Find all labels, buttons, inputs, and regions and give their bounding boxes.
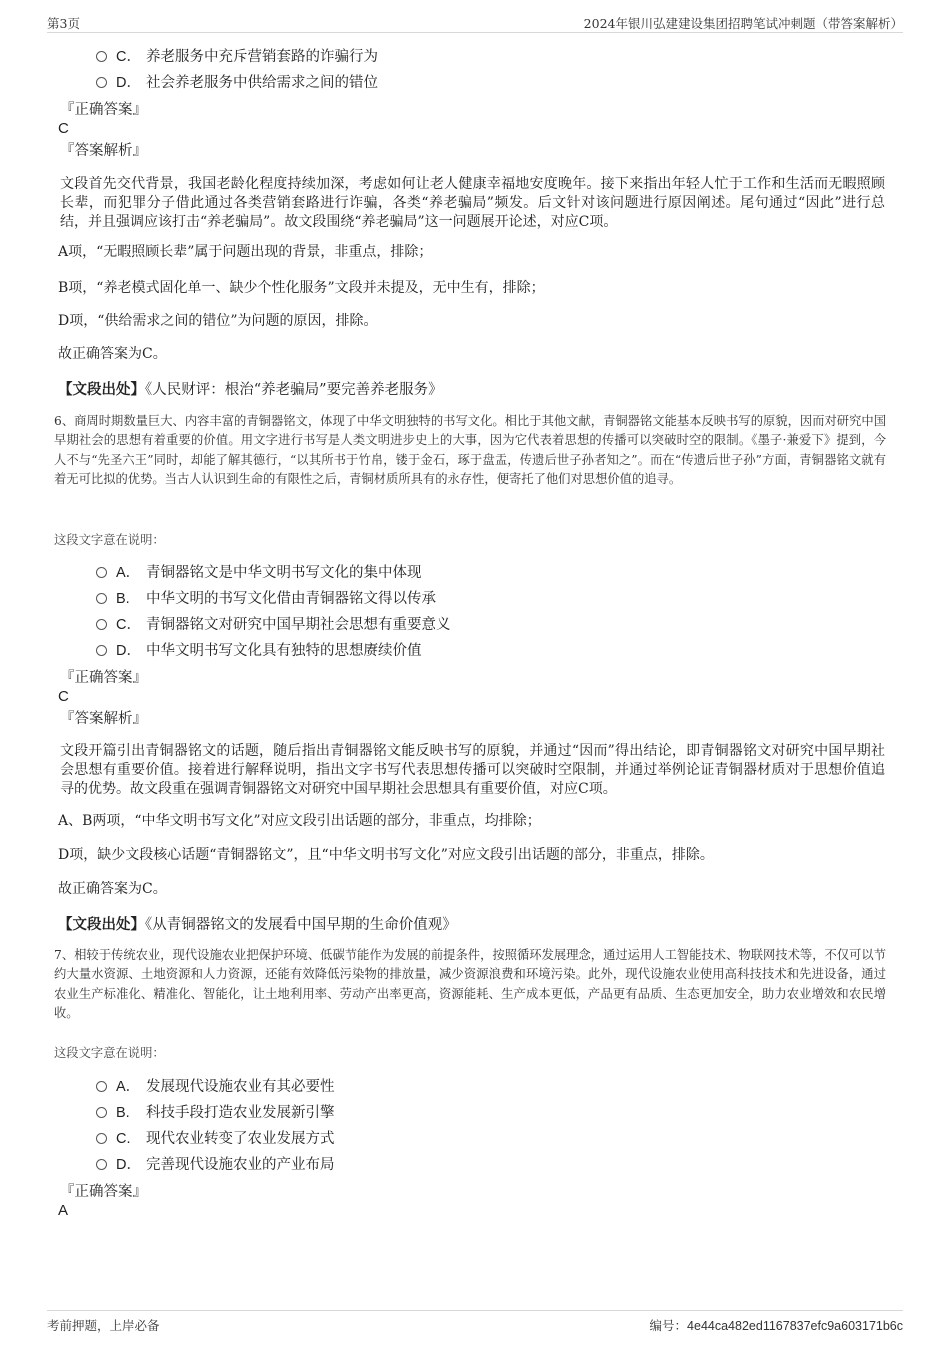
q7-option-a[interactable]: A． 发展现代设施农业有其必要性 xyxy=(96,1076,335,1098)
q5-source xyxy=(58,378,443,399)
radio-icon[interactable] xyxy=(96,1081,107,1092)
q7-prompt: 这段文字意在说明： xyxy=(54,1046,165,1060)
source-tag: 【文段出处】 xyxy=(58,916,145,933)
q6-option-b[interactable]: B. 中华文明的书写文化借由青铜器铭文得以传承 xyxy=(96,588,436,610)
radio-icon[interactable] xyxy=(96,567,107,578)
page-number: 第3页 xyxy=(47,16,80,31)
q5-analysis-label: 『答案解析』 xyxy=(60,143,147,159)
footer-slogan: 考前押题，上岸必备 xyxy=(47,1318,160,1333)
q7-stem: 7、相较于传统农业，现代设施农业把保护环境、低碳节能作为发展的前提条件，按照循环发展理念，通过运用人工智能技术、物联网技术等，不仅可以节约大量水资源、土地资源和人力资源，还能有效降低污染物的排放量，减少资源浪费和环境污染。此外，现代设施农业使用高科技技术和先进设备，通过农业生产标准化、精准化、智能化，让土地利用率、劳动产出率更高，资源能耗、生产成本更低，产品更有品质、生态更加安全，助力农业增效和农民增收。 xyxy=(54,948,886,1021)
document-code: 编号：4e44ca482ed1167837efc9a603171b6c xyxy=(649,1318,903,1333)
radio-icon[interactable] xyxy=(96,619,107,630)
q6-option-a[interactable]: A． 青铜器铭文是中华文明书写文化的集中体现 xyxy=(96,562,422,584)
q5-option-c[interactable]: C． 养老服务中充斥营销套路的诈骗行为 xyxy=(96,46,378,68)
q7-option-c[interactable]: C. 现代农业转变了农业发展方式 xyxy=(96,1128,335,1150)
q5-conclusion: 故正确答案为C。 xyxy=(58,346,167,362)
q7-answer: A xyxy=(58,1202,69,1219)
page-footer xyxy=(47,1310,903,1335)
q6-analysis-line: D项，缺少文段核心话题“青铜器铭文”，且“中华文明书写文化”对应文段引出话题的部分，非重点，排除。 xyxy=(58,847,714,863)
q6-analysis-label: 『答案解析』 xyxy=(60,711,147,727)
q6-answer-label: 『正确答案』 xyxy=(60,670,147,686)
source-title: 《从青铜器铭文的发展看中国早期的生命价值观》 xyxy=(145,917,457,933)
q5-analysis-line: A项，“无暇照顾长辈”属于问题出现的背景，非重点，排除； xyxy=(58,244,433,260)
q7-option-b[interactable]: B. 科技手段打造农业发展新引擎 xyxy=(96,1102,335,1124)
q6-analysis: 文段开篇引出青铜器铭文的话题，随后指出青铜器铭文能反映书写的原貌，并通过“因而”得出结论，即青铜器铭文对研究中国早期社会思想有重要价值。接着进行解释说明，指出文字书写代表思想传播可以突破时空限制，并通过举例论证青铜器材质对于思想价值追寻的优势。故文段重在强调青铜器铭文对研究中国早期社会思想具有重要价值，对应C项。 xyxy=(60,743,885,797)
q5-analysis: 文段首先交代背景，我国老龄化程度持续加深，考虑如何让老人健康幸福地安度晚年。接下来指出年轻人忙于工作和生活而无暇照顾长辈，而犯罪分子借此通过各类营销套路进行诈骗，各类“养老骗局”频发。后文针对该问题进行原因阐述。尾句通过“因此”进行总结，并且强调应该打击“养老骗局”。故文段围绕“养老骗局”这一问题展开论述，对应C项。 xyxy=(60,176,885,230)
radio-icon[interactable] xyxy=(96,51,107,62)
q7-option-d[interactable]: D． 完善现代设施农业的产业布局 xyxy=(96,1154,335,1176)
q6-source xyxy=(58,913,457,934)
q5-analysis-line: B项，“养老模式固化单一、缺少个性化服务”文段并未提及，无中生有，排除； xyxy=(58,280,545,296)
q5-answer-label: 『正确答案』 xyxy=(60,102,147,118)
page-header xyxy=(47,12,903,33)
radio-icon[interactable] xyxy=(96,645,107,656)
q7-answer-label: 『正确答案』 xyxy=(60,1184,147,1200)
radio-icon[interactable] xyxy=(96,593,107,604)
radio-icon[interactable] xyxy=(96,1159,107,1170)
q5-answer: C xyxy=(58,120,69,137)
q6-answer: C xyxy=(58,688,69,705)
document-title: 2024年银川弘建建设集团招聘笔试冲刺题（带答案解析） xyxy=(583,16,903,31)
source-tag: 【文段出处】 xyxy=(58,381,145,398)
radio-icon[interactable] xyxy=(96,77,107,88)
q5-option-d[interactable]: D． 社会养老服务中供给需求之间的错位 xyxy=(96,72,378,94)
q6-prompt: 这段文字意在说明： xyxy=(54,533,165,547)
q6-option-c[interactable]: C． 青铜器铭文对研究中国早期社会思想有重要意义 xyxy=(96,614,451,636)
q5-analysis-line: D项，“供给需求之间的错位”为问题的原因，排除。 xyxy=(58,313,378,329)
radio-icon[interactable] xyxy=(96,1133,107,1144)
source-title: 《人民财评：根治“养老骗局”要完善养老服务》 xyxy=(145,382,443,398)
q6-conclusion: 故正确答案为C。 xyxy=(58,881,167,897)
q6-stem: 6、商周时期数量巨大、内容丰富的青铜器铭文，体现了中华文明独特的书写文化。相比于其他文献，青铜器铭文能基本反映书写的原貌，因而对研究中国早期社会的思想有着重要的价值。用文字进行书写是人类文明进步史上的大事，因为它代表着思想的传播可以突破时空的限制。《墨子·兼爱下》提到，今人不与“先圣六王”同时，却能了解其德行，“以其所书于竹帛，镂于金石，琢于盘盂，传遗后世子孙者知之”。而在“传遗后世子孙”方面，青铜器铭文就有着无可比拟的优势。当古人认识到生命的有限性之后，青铜材质所具有的永存性，便寄托了他们对思想价值的追寻。 xyxy=(54,414,886,487)
q6-option-d[interactable]: D． 中华文明书写文化具有独特的思想赓续价值 xyxy=(96,640,422,662)
radio-icon[interactable] xyxy=(96,1107,107,1118)
q6-analysis-line: A、B两项，“中华文明书写文化”对应文段引出话题的部分，非重点，均排除； xyxy=(58,813,541,829)
